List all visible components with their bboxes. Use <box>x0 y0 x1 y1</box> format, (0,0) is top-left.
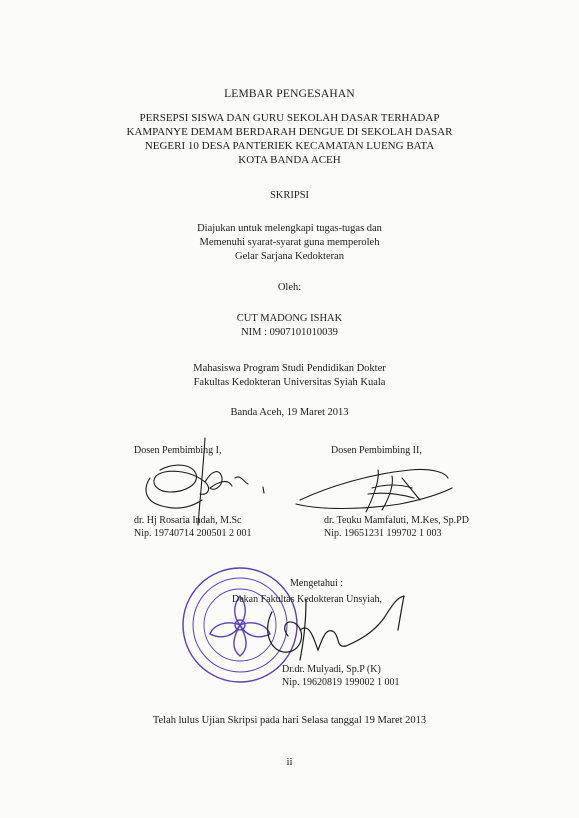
approval-label: Mengetahui : <box>290 578 344 589</box>
page-number: ii <box>286 756 293 768</box>
purpose-line-1: Diajukan untuk melengkapi tugas-tugas dan <box>197 223 382 234</box>
supervisor-1-nip: Nip. 19740714 200501 2 001 <box>134 528 252 539</box>
supervisor-2-role: Dosen Pembimbing II, <box>331 445 422 456</box>
author-nim: NIM : 0907101010039 <box>241 327 338 338</box>
by-label: Oleh: <box>277 282 302 293</box>
document-type: SKRIPSI <box>269 190 310 201</box>
supervisor-1-name: dr. Hj Rosaria Indah, M.Sc <box>134 515 242 526</box>
purpose-line-2: Memenuhi syarat-syarat guna memperoleh <box>199 237 380 248</box>
title-line-4: KOTA BANDA ACEH <box>238 154 341 166</box>
signature-dean <box>268 596 404 660</box>
program-line-2: Fakultas Kedokteran Universitas Syiah Kuala <box>193 377 386 388</box>
signature-supervisor-2 <box>296 469 452 512</box>
place-date: Banda Aceh, 19 Maret 2013 <box>230 407 349 418</box>
supervisor-2-nip: Nip. 19651231 199702 1 003 <box>324 528 442 539</box>
title-line-2: KAMPANYE DEMAM BERDARAH DENGUE DI SEKOLAH DASAR <box>126 126 453 138</box>
purpose-line-3: Gelar Sarjana Kedokteran <box>234 251 345 262</box>
program-line-1: Mahasiswa Program Studi Pendidikan Dokter <box>193 363 386 374</box>
dean-nip: Nip. 19620819 199002 1 001 <box>282 677 400 688</box>
supervisor-2-name: dr. Teuku Mamfaluti, M.Kes, Sp.PD <box>324 515 469 526</box>
author-name: CUT MADONG ISHAK <box>236 313 343 324</box>
passed-statement: Telah lulus Ujian Skripsi pada hari Selasa tanggal 19 Maret 2013 <box>152 715 427 726</box>
dean-role: Dekan Fakultas Kedokteran Unsyiah, <box>232 594 382 605</box>
supervisor-1-role: Dosen Pembimbing I, <box>134 445 222 456</box>
title-line-3: NEGERI 10 DESA PANTERIEK KECAMATAN LUENG BATA <box>144 140 435 152</box>
faculty-stamp <box>183 568 297 682</box>
title-line-1: PERSEPSI SISWA DAN GURU SEKOLAH DASAR TERHADAP <box>139 112 440 124</box>
supervisor-1-block <box>134 514 252 540</box>
page-heading: LEMBAR PENGESAHAN <box>224 88 355 100</box>
dean-block <box>282 663 400 689</box>
supervisor-2-block <box>324 514 469 540</box>
dean-name: Dr.dr. Mulyadi, Sp.P (K) <box>282 664 381 675</box>
